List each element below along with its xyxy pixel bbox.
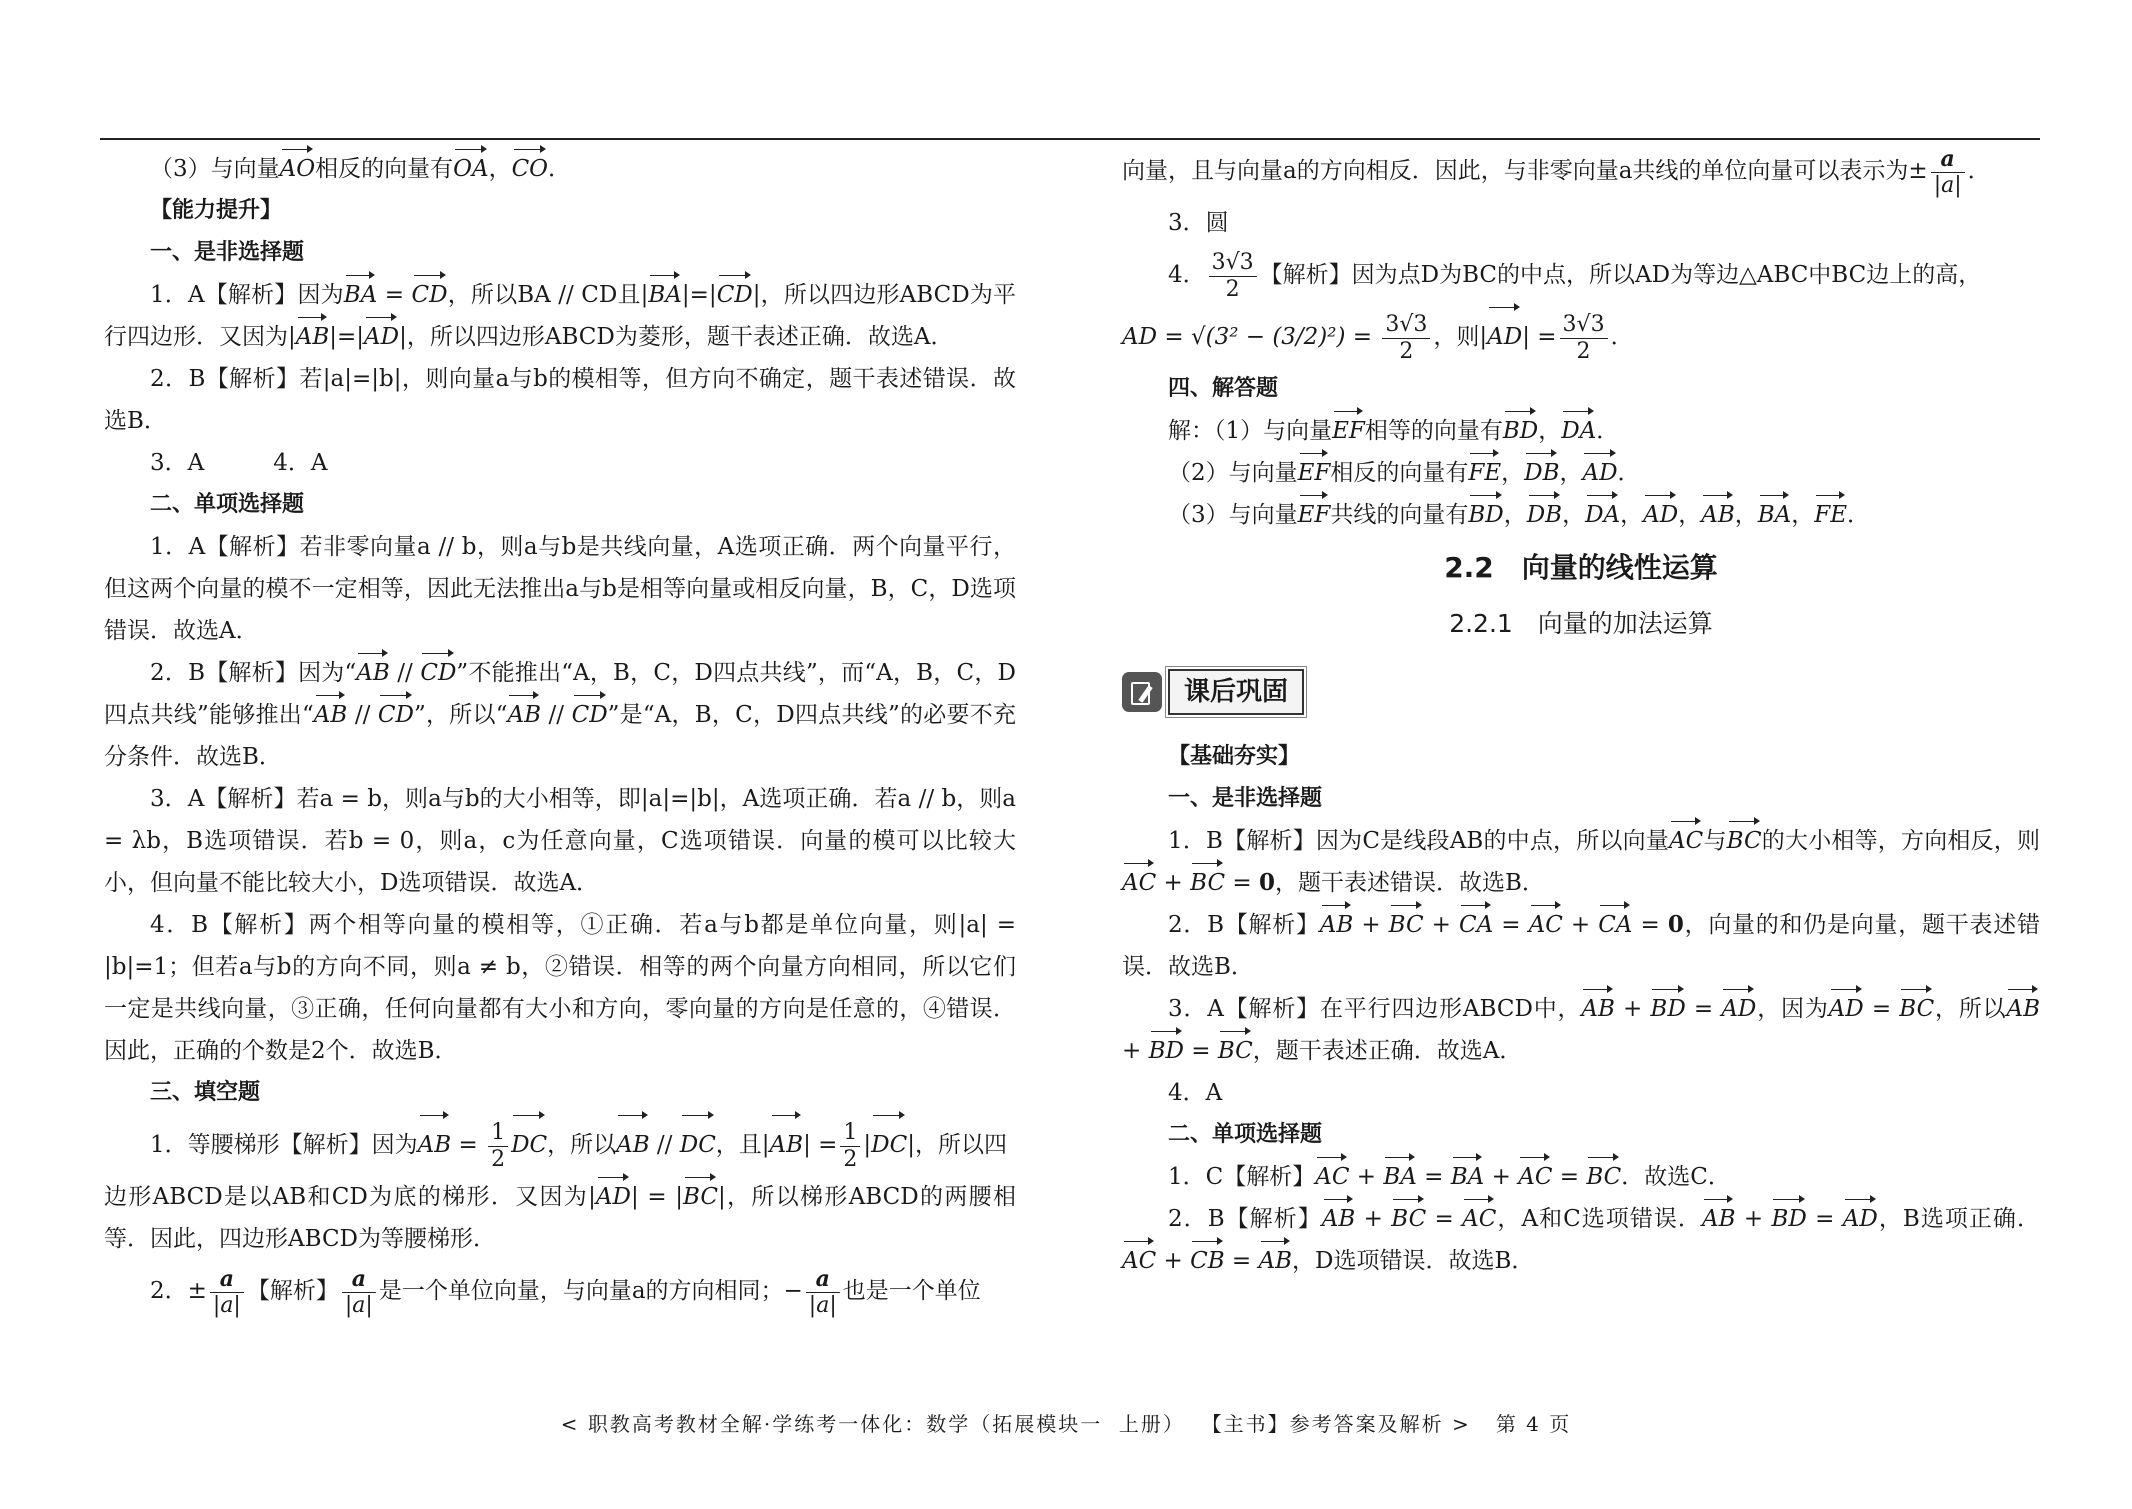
vector: AB — [314, 694, 348, 736]
vector: AD — [596, 1176, 631, 1218]
vector: AB — [296, 316, 330, 358]
vector: BA — [344, 274, 378, 316]
vector: AD — [1487, 306, 1522, 368]
vector: OA — [453, 148, 488, 190]
vector: AB — [770, 1114, 804, 1176]
answer-fill-3: 3．圆 — [1168, 210, 1229, 236]
vector: FE — [1468, 452, 1501, 494]
vector: AB — [1259, 1240, 1293, 1282]
section-heading-single-choice: 二、单项选择题 — [150, 492, 305, 517]
notebook-pencil-icon — [1122, 672, 1162, 712]
vector: DA — [1585, 494, 1620, 536]
vector: BA — [1758, 494, 1792, 536]
vector: AC — [1122, 1240, 1156, 1282]
vector: AC — [1462, 1198, 1496, 1240]
section-heading-true-false: 一、是非选择题 — [150, 240, 305, 265]
fraction: $\frac{3√3}{2}$ — [1209, 250, 1257, 303]
answer-basic-tf-1: 1．B【解析】因为C是线段AB的中点，所以向量AC与BC的大小相等，方向相反，则AC + BC = 0，题干表述错误．故选B． — [1122, 820, 2040, 904]
vector: AB — [418, 1114, 452, 1176]
vector: CD — [420, 652, 456, 694]
fraction: $\frac{a}{|a|}$ — [806, 1266, 840, 1319]
vector: DA — [1561, 410, 1596, 452]
vector: AD — [1843, 1198, 1878, 1240]
section-heading-basic: 【基础夯实】 — [1168, 744, 1301, 769]
vector: CD — [378, 694, 414, 736]
vector: AD — [1643, 494, 1678, 536]
vector: DB — [1527, 494, 1562, 536]
fraction: $\frac{1}{2}$ — [840, 1120, 860, 1173]
answer-sc-2: 2．B【解析】因为“AB // CD”不能推出“A，B，C，D四点共线”，而“A，B，C，D四点共线”能够推出“AB // CD”，所以“AB // CD”是“A，B，C，D四点共线”的必要不充分条件．故选B． — [104, 652, 1016, 778]
answer-basic-sc-2: 2．B【解析】AB + BC = AC，A和C选项错误．AB + BD = AD，B选项正确．AC + CB = AB，D选项错误．故选B． — [1122, 1198, 2040, 1282]
vector: AB — [1320, 904, 1354, 946]
page-footer: < 职教高考教材全解·学练考一体化：数学（拓展模块一 上册） 【主书】参考答案及解析 > 第 4 页 — [560, 1412, 1572, 1436]
answer-sc-1: 1．A【解析】若非零向量a // b，则a与b是共线向量，A选项正确．两个向量平行，但这两个向量的模不一定相等，因此无法推出a与b是相等向量或相反向量，B，C，D选项错误．故选A． — [104, 534, 1016, 644]
vector: AC — [1529, 904, 1563, 946]
vector: BC — [1586, 1156, 1621, 1198]
vector: EF — [1332, 410, 1365, 452]
vector: BC — [1190, 862, 1225, 904]
vector: DC — [680, 1114, 716, 1176]
answer-ans-1: 解：（1）与向量EF相等的向量有BD，DA． — [1122, 410, 2040, 452]
vector: BD — [1503, 410, 1538, 452]
answer-basic-tf-3: 3．A【解析】在平行四边形ABCD中，AB + BD = AD，因为AD = BC，所以AB + BD = BC，题干表述正确．故选A． — [1122, 988, 2040, 1072]
fraction: $\frac{a}{|a|}$ — [1931, 146, 1965, 199]
answer-fill-4-formula: AD = √(3² − (3/2)²) = $\frac{3√3}{2}$ ，则|AD| = $\frac{3√3}{2}$ ． — [1122, 306, 2040, 368]
vector: AC — [1122, 862, 1156, 904]
fraction: $\frac{1}{2}$ — [488, 1120, 508, 1173]
vector: BA — [1451, 1156, 1485, 1198]
section-title: 2.2 向量的线性运算 — [1444, 551, 1718, 584]
vector: AB — [616, 1114, 650, 1176]
vector: AB — [1322, 1198, 1356, 1240]
right-column — [1122, 140, 2040, 1282]
vector: BD — [1771, 1198, 1806, 1240]
vector: CA — [1459, 904, 1493, 946]
vector: BC — [1727, 820, 1762, 862]
vector: BC — [683, 1176, 718, 1218]
vector: CD — [717, 274, 753, 316]
vector: AO — [280, 148, 315, 190]
vector: CO — [512, 148, 548, 190]
section-heading-true-false: 一、是非选择题 — [1168, 786, 1323, 811]
answer-line: （3）与向量AO相反的向量有OA，CO． — [104, 148, 1016, 190]
answer-tf-2: 2．B【解析】若|a|=|b|，则向量a与b的模相等，但方向不确定，题干表述错误．故选B． — [104, 366, 1016, 434]
vector: FE — [1814, 494, 1847, 536]
vector: AC — [1315, 1156, 1349, 1198]
answer-fill-2: 2．± $\frac{a}{|a|}$ 【解析】 $\frac{a}{|a|}$ 是一个单位向量，与向量a的方向相同；− $\frac{a}{|a|}$ 也是一个单位 — [150, 1265, 981, 1318]
after-class-banner — [1122, 668, 2040, 716]
section-heading-fill: 三、填空题 — [150, 1080, 261, 1105]
vector: BD — [1650, 988, 1685, 1030]
answer-fill-2-cont: 向量，且与向量a的方向相反．因此，与非零向量a共线的单位向量可以表示为± $\frac{a}{|a|}$ ． — [1122, 145, 1991, 198]
vector: AC — [1518, 1156, 1552, 1198]
vector: BD — [1149, 1030, 1184, 1072]
vector: AB — [356, 652, 390, 694]
vector: DC — [511, 1114, 547, 1176]
answer-basic-tf-4: 4．A — [1168, 1080, 1223, 1106]
answer-fill-1-cont: 边形ABCD是以AB和CD为底的梯形．又因为|AD| = |BC|，所以梯形ABCD的两腰相等．因此，四边形ABCD为等腰梯形． — [104, 1176, 1016, 1260]
fraction: $\frac{3√3}{2}$ — [1560, 312, 1608, 365]
vector: AB — [507, 694, 541, 736]
vector: AB — [1581, 988, 1615, 1030]
section-heading-answers: 四、解答题 — [1168, 376, 1279, 401]
left-column — [104, 148, 1016, 1322]
vector: BC — [1391, 1198, 1426, 1240]
vector: AD — [1829, 988, 1864, 1030]
section-heading-single-choice: 二、单项选择题 — [1168, 1122, 1323, 1147]
vector: BD — [1468, 494, 1503, 536]
vector: BC — [1899, 988, 1934, 1030]
vector: DB — [1524, 452, 1559, 494]
vector: BC — [1389, 904, 1424, 946]
fraction: $\frac{a}{|a|}$ — [342, 1266, 376, 1319]
answer-ans-3: （3）与向量EF共线的向量有BD，DB，DA，AD，AB，BA，FE． — [1122, 494, 2040, 536]
fraction: $\frac{a}{|a|}$ — [210, 1266, 244, 1319]
answer-basic-tf-2: 2．B【解析】AB + BC + CA = AC + CA = 0，向量的和仍是向量，题干表述错误．故选B． — [1122, 904, 2040, 988]
vector: BC — [1218, 1030, 1253, 1072]
answer-tf-3-4: 3．A 4．A — [150, 450, 328, 476]
answer-tf-1: 1．A【解析】因为BA = CD，所以BA // CD且|BA|=|CD|，所以四边形ABCD为平行四边形．又因为|AB|=|AD|，所以四边形ABCD为菱形，题干表述正确．故选A． — [104, 274, 1016, 358]
answer-fill-1: 1．等腰梯形【解析】因为AB = $\frac{1}{2}$ DC，所以AB // DC，且|AB| = $\frac{1}{2}$ |DC|，所以四 — [104, 1114, 1016, 1176]
answer-fill-4: 4． $\frac{3√3}{2}$ 【解析】因为点D为BC的中点，所以AD为等边△ABC中BC边上的高， — [1168, 249, 1982, 302]
vector: EF — [1298, 452, 1331, 494]
vector: AD — [1721, 988, 1756, 1030]
vector: AD — [364, 316, 399, 358]
fraction: $\frac{3√3}{2}$ — [1382, 312, 1430, 365]
vector: AB — [1702, 1198, 1736, 1240]
answer-sc-3: 3．A【解析】若a = b，则a与b的大小相等，即|a|=|b|，A选项正确．若a // b，则a = λb，B选项错误．若b = 0，则a，c为任意向量，C选项错误．向量的模可以比较大小，但向量不能比较大小，D选项错误．故选A． — [104, 786, 1016, 896]
answer-sc-4: 4．B【解析】两个相等向量的模相等，①正确．若a与b都是单位向量，则|a| = |b|=1；但若a与b的方向不同，则a ≠ b，②错误．相等的两个向量方向相同，所以它们一定是共线向量，③正确，任何向量都有大小和方向，零向量的方向是任意的，④错误．因此，正确的个数是2个．故选B． — [104, 912, 1016, 1064]
answer-ans-2: （2）与向量EF相反的向量有FE，DB，AD． — [1122, 452, 2040, 494]
vector: CD — [412, 274, 448, 316]
vector: CA — [1598, 904, 1632, 946]
vector: AC — [1669, 820, 1703, 862]
vector: CB — [1190, 1240, 1225, 1282]
vector: EF — [1298, 494, 1331, 536]
vector: CD — [572, 694, 608, 736]
answer-basic-sc-1: 1．C【解析】AC + BA = BA + AC = BC．故选C． — [1122, 1156, 2040, 1198]
vector: AB — [1701, 494, 1735, 536]
vector: BA — [1383, 1156, 1417, 1198]
vector: DC — [871, 1114, 907, 1176]
banner-label: 课后巩固 — [1168, 669, 1304, 715]
vector: AB — [2006, 988, 2040, 1030]
section-heading-ability: 【能力提升】 — [150, 198, 283, 223]
subsection-title: 2.2.1 向量的加法运算 — [1449, 609, 1713, 638]
vector: AD — [1582, 452, 1617, 494]
vector: BA — [648, 274, 682, 316]
